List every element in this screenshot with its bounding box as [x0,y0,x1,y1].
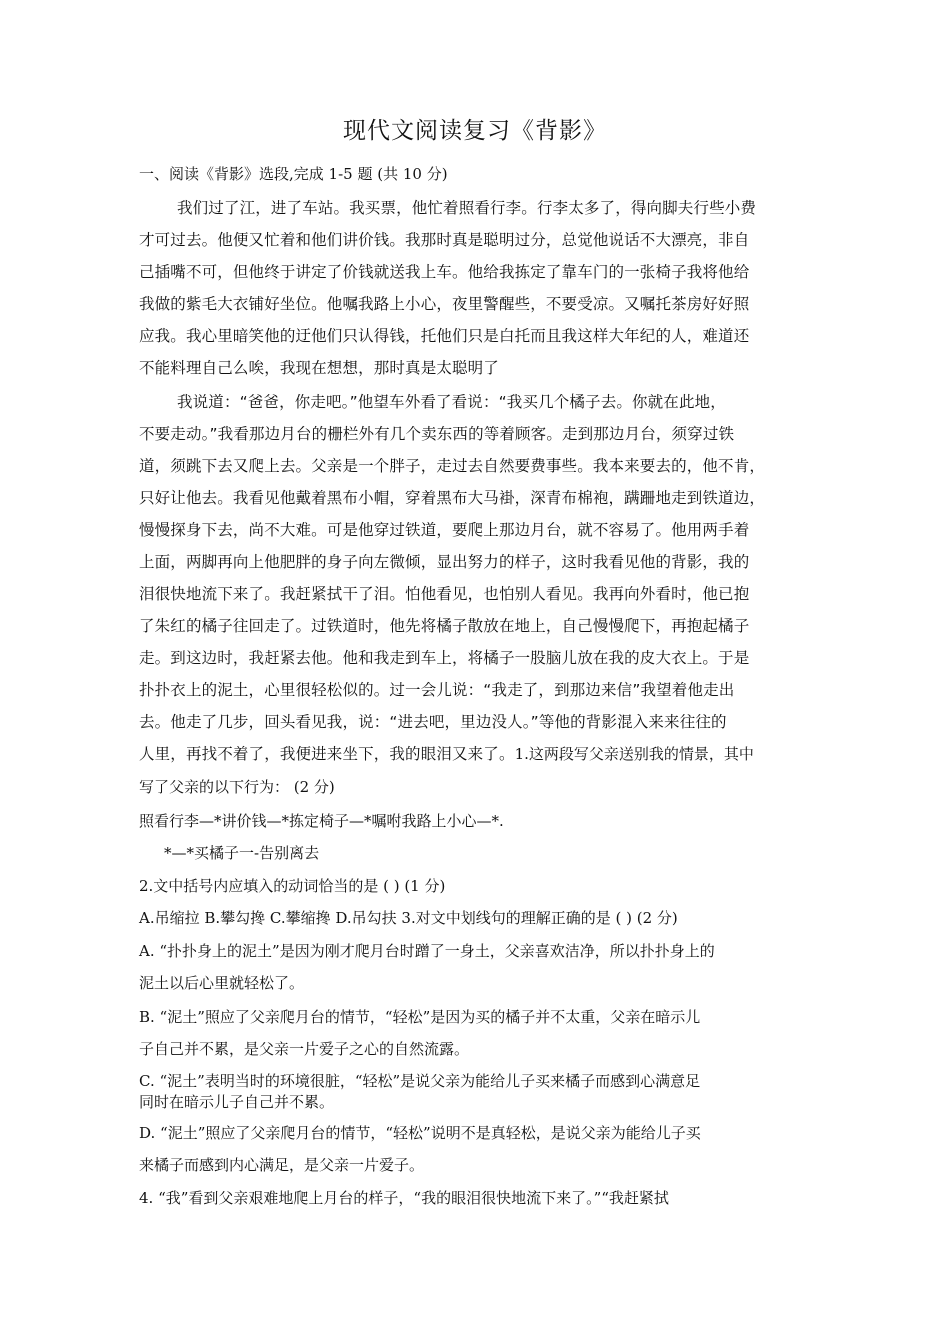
option-b-cont: 子自己并不累，是父亲一片爱子之心的自然流露。 [139,1040,470,1058]
passage-line: 上面，两脚再向上他肥胖的身子向左微倾，显出努力的样子，这时我看见他的背影，我的 [139,553,750,571]
passage-line-with-question [139,742,754,764]
question-2: 2.文中括号内应填入的动词恰当的是 ( ) (1 分) [139,877,446,895]
answer-line: *—*买橘子一-告别离去 [164,844,320,862]
passage-line: 我说道：“爸爸，你走吧。”他望车外看了看说：“我买几个橘子去。你就在此地， [177,393,726,411]
passage-line: 己插嘴不可，但他终于讲定了价钱就送我上车。他给我拣定了靠车门的一张椅子我将他给 [139,263,750,281]
passage-text: 人里，再找不着了，我便进来坐下，我的眼泪又来了。 [139,745,515,763]
option-c: C. “泥土”表明当时的环境很脏，“轻松”是说父亲为能给儿子买来橘子而感到心满意足 [139,1072,701,1090]
passage-line: 我做的紫毛大衣铺好坐位。他嘱我路上小心，夜里警醒些，不要受凉。又嘱托茶房好好照 [139,295,750,313]
passage-line: 扑扑衣上的泥土，心里很轻松似的。过一会儿说：“我走了，到那边来信”我望着他走出 [139,681,735,699]
question-1-text: 1.这两段写父亲送别我的情景，其中 [514,745,754,763]
passage-line: 了朱红的橘子往回走了。过铁道时，他先将橘子散放在地上，自己慢慢爬下，再抱起橘子 [139,617,750,635]
passage-line: 不能料理自己么唉，我现在想想，那时真是太聪明了 [139,359,499,377]
option-c-cont: 同时在暗示儿子自己并不累。 [139,1093,335,1111]
question-line: 写了父亲的以下行为： (2 分) [139,778,335,796]
question-4: 4. “我”看到父亲艰难地爬上月台的样子，“我的眼泪很快地流下来了。”“我赶紧拭 [139,1189,669,1207]
passage-line: 走。到这边时，我赶紧去他。他和我走到车上，将橘子一股脑儿放在我的皮大衣上。于是 [139,649,750,667]
passage-line: 我们过了江，进了车站。我买票，他忙着照看行李。行李太多了，得向脚夫行些小费 [177,199,757,217]
question-2-options: A.吊缩拉 B.攀勾搀 C.攀缩搀 D.吊勾扶 3.对文中划线句的理解正确的是 ( ) (2 分) [139,909,678,927]
option-d-cont: 来橘子而感到内心满足，是父亲一片爱子。 [139,1156,425,1174]
option-a: A. “扑扑身上的泥土”是因为刚才爬月台时蹭了一身土，父亲喜欢洁净，所以扑扑身上的 [139,942,715,960]
option-a-cont: 泥土以后心里就轻松了。 [139,974,305,992]
answer-line: 照看行李—*讲价钱—*拣定椅子—*嘱咐我路上小心—*. [139,812,504,830]
passage-line: 只好让他去。我看见他戴着黑布小帽，穿着黑布大马褂，深青布棉袍，蹒跚地走到铁道边， [139,489,766,507]
passage-line: 才可过去。他便又忙着和他们讲价钱。我那时真是聪明过分，总觉他说话不大漂亮，非自 [139,231,750,249]
passage-line: 道，须跳下去又爬上去。父亲是一个胖子，走过去自然要费事些。我本来要去的，他不肯， [139,457,766,475]
passage-line: 慢慢探身下去，尚不大难。可是他穿过铁道，要爬上那边月台，就不容易了。他用两手着 [139,521,750,539]
passage-line: 不要走动。”我看那边月台的栅栏外有几个卖东西的等着顾客。走到那边月台，须穿过铁 [139,425,735,443]
document-title: 现代文阅读复习《背影》 [343,118,607,144]
passage-line: 应我。我心里暗笑他的迂他们只认得钱，托他们只是白托而且我这样大年纪的人，难道还 [139,327,750,345]
section-heading: 一、阅读《背影》选段,完成 1-5 题 (共 10 分) [139,165,448,183]
option-b: B. “泥土”照应了父亲爬月台的情节，“轻松”是因为买的橘子并不太重，父亲在暗示儿 [139,1008,701,1026]
passage-line: 泪很快地流下来了。我赶紧拭干了泪。怕他看见，也怕别人看见。我再向外看时，他已抱 [139,585,750,603]
option-d: D. “泥土”照应了父亲爬月台的情节，“轻松”说明不是真轻松，是说父亲为能给儿子买 [139,1124,701,1142]
passage-line: 去。他走了几步，回头看见我，说：“进去吧，里边没人。”等他的背影混入来来往往的 [139,713,727,731]
